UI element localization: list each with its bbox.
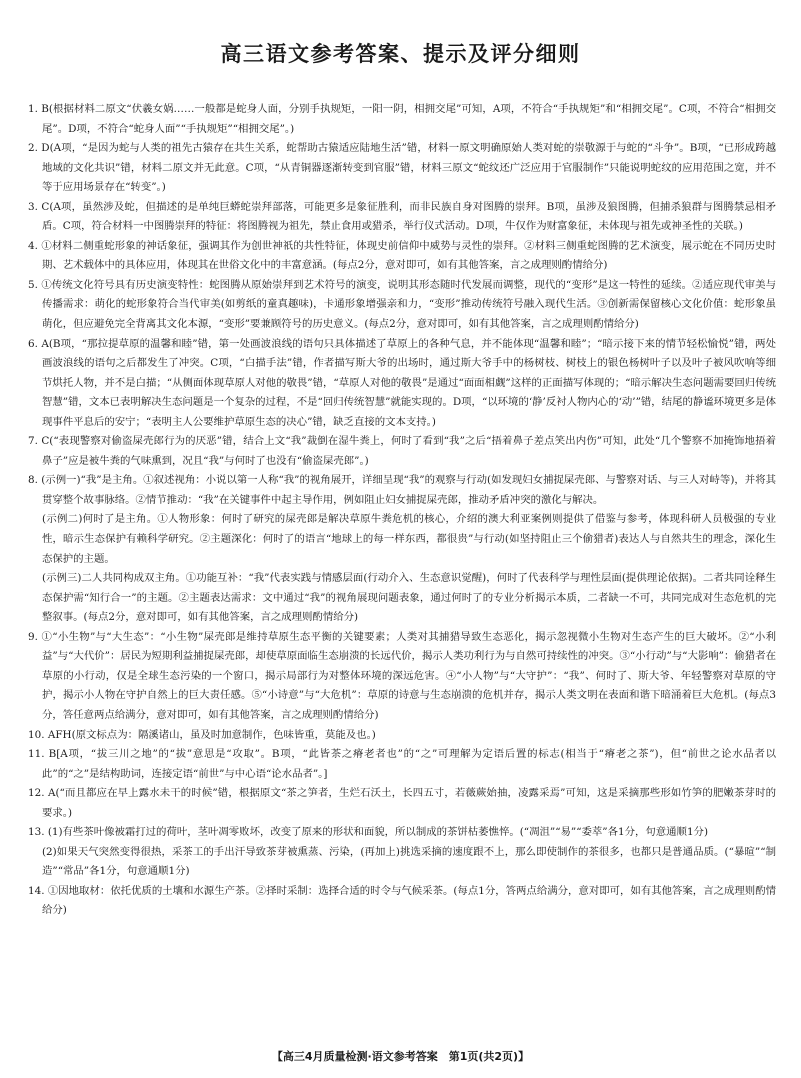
answer-item: 4. ①材料二侧重蛇形象的神话象征，强调其作为创世神祇的共性特征，体现史前信仰中威势与灵性的崇拜。②材料三侧重蛇图腾的艺术演变，展示蛇在不同历史时期、艺术载体中的具体应用，体现其在世俗文化中的丰富意涵。(每点2分，意对即可，如有其他答案，言之成理则酌情给分) (28, 239, 776, 272)
page-footer: 【高三4月质量检测·语文参考答案 第1页(共2页)】 (271, 1050, 530, 1063)
answer-item: 8. (示例一)“我”是主角。①叙述视角：小说以第一人称“我”的视角展开，详细呈现“我”的观察与行动(如发现妇女捕捉屎壳郎、与警察对话、与三人对峙等)，并将其贯穿整个故事脉络。②情节推动：“我”在关键事件中起主导作用，例如阻止妇女捕捉屎壳郎，推动矛盾冲突的激化与解决。 (28, 474, 776, 506)
answer-continuation: (示例二)何时了是主角。①人物形象：何时了研究的屎壳郎是解决草原牛粪危机的核心，介绍的澳大利亚案例则提供了借鉴与参考，体现科研人员极强的专业性，暗示生态保护有赖科学研究。②主题深化：何时了的语言“地球上的每一样东西，都很贵”与行动(如坚持阻止三个偷猎者)表达人与自然共生的理念，深化生态保护的主题。 (42, 513, 776, 565)
answer-item: 10. AFH(原文标点为：隔溪诸山，虽及时加意制作，色味皆重，莫能及也。) (28, 728, 376, 741)
page-title: 高三语文参考答案、提示及评分细则 (220, 42, 581, 66)
answer-item: 13. (1)有些茶叶像被霜打过的荷叶，茎叶凋零败坏，改变了原来的形状和面貌，所以制成的茶饼枯萎憔悴。(“凋沮”“易”“委萃”各1分，句意通顺1分) (28, 826, 709, 839)
answer-item: 14. ①因地取材：依托优质的土壤和水源生产茶。②择时采制：选择合适的时令与气候采茶。(每点1分，答两点给满分，意对即可，如有其他答案，言之成理则酌情给分) (28, 884, 776, 917)
answer-item: 3. C(A项，虽然涉及蛇，但描述的是单纯巨蟒蛇崇拜部落，可能更多是象征胜利，而非民族自身对图腾的崇拜。B项，虽涉及狼图腾，但捕杀狼群与图腾禁忌相矛盾。C项，符合材料一中图腾崇拜的特征：将图腾视为祖先，禁止食用或猎杀，举行仪式活动。D项，牛仅作为财富象征，未体现与祖先或神圣性的关联。) (28, 200, 776, 233)
answer-continuation: (2)如果天气突然变得很热，采茶工的手出汗导致茶芽被熏蒸、污染，(再加上)挑选采摘的速度跟不上，那么即使制作的茶很多，也都只是普通品质。(“暴暄”“制造”“常品”各1分，句意通顺1分) (42, 845, 776, 878)
answer-continuation: (示例三)二人共同构成双主角。①功能互补：“我”代表实践与情感层面(行动介入、生态意识觉醒)，何时了代表科学与理性层面(提供理论依据)。二者共同诠释生态保护需“知行合一”的主题。②主题表达需求：文中通过“我”的视角展现问题表象，通过何时了的专业分析揭示本质，二者缺一不可，共同完成对生态危机的完整叙事。(每点2分，意对即可，如有其他答案，言之成理则酌情给分) (42, 572, 776, 624)
answer-item: 7. C(“表现警察对偷盗屎壳郎行为的厌恶”错，结合上文“我”裁倒在湿牛粪上，何时了看到“我”之后“捂着鼻子差点笑出内伤”可知，此处“几个警察不加掩饰地捂着鼻子”应是被牛粪的气味熏到，况且“我”与何时了也没有“偷盗屎壳郎”。) (28, 435, 776, 467)
answer-item: 11. B[A项，“拔三川之地”的“拔”意思是“攻取”。B项，“此皆茶之瘠老者也”的“之”可理解为定语后置的标志(相当于“瘠老之茶”)，但“前世之论水品者以此”的“之”是结构助词，连接定语“前世”与中心语“论水品者”。] (28, 748, 776, 780)
answer-list (28, 100, 776, 921)
answer-item: 2. D(A项，“是因为蛇与人类的祖先古猿存在共生关系，蛇帮助古猿适应陆地生活”错，材料一原文明确原始人类对蛇的崇敬源于与蛇的“斗争”。B项，“已形成跨越地域的文化共识”错，材料二原文并无此意。C项，“从青铜器逐渐转变到官服”错，材料三原文“蛇纹还广泛应用于官服制作”只能说明蛇纹的应用范围之宽，并不等于应用场景存在“转变”。) (28, 142, 776, 194)
answer-item: 9. ①“小生物”与“大生态”：“小生物”屎壳郎是维持草原生态平衡的关键要素；人类对其捕猎导致生态恶化，揭示忽视微小生物对生态产生的巨大破坏。②“小利益”与“大代价”：居民为短期利益捕捉屎壳郎，却使草原面临生态崩溃的长远代价，揭示人类功利行为与自然可持续性的冲突。③“小行动”与“大影响”：偷猎者在草原的小行动，仅是全球生态污染的一个窗口，揭示局部行为对整体环境的深远危害。④“小人物”与“大守护”：“我”、何时了、斯大爷、年轻警察对草原的守护，揭示小人物在守护自然上的巨大责任感。⑤“小诗意”与“大危机”：草原的诗意与生态崩溃的危机并存，揭示人类文明在表面和谐下暗涌着巨大危机。(每点3分，答任意两点给满分，意对即可，如有其他答案，言之成理则酌情给分) (28, 630, 776, 721)
answer-item: 12. A(“而且都应在早上露水未干的时候”错，根据原文“茶之笋者，生烂石沃土，长四五寸，若薇蕨始抽，凌露采焉”可知，这是采摘那些形如竹笋的肥嫩茶芽时的要求。) (28, 787, 776, 819)
answer-item: 1. B(根据材料二原文“伏羲女娲……一般都是蛇身人面，分别手执规矩，一阳一阴，相拥交尾”可知，A项，不符合“手执规矩”和“相拥交尾”。C项，不符合“相拥交尾”。D项，不符合“蛇身人面”“手执规矩”“相拥交尾”。) (28, 103, 776, 135)
answer-item: 6. A(B项，“那拉提草原的温馨和睦”错，第一处画波浪线的语句只具体描述了草原上的各种气息，并不能体现“温馨和睦”；“暗示接下来的情节轻松愉悦”错，两处画波浪线的语句之后都发生了冲突。C项，“白描手法”错，作者描写斯大爷的出场时，通过斯大爷手中的杨树枝、树枝上的银色杨树叶子以及叶子被风吹响等细节烘托人物，并不是白描；“从侧面体现草原人对他的敬畏”错，“草原人对他的敬畏”是通过“面面相觑”这样的正面描写体现的；“暗示解决生态问题需要回归传统智慧”错，文本已表明解决生态问题是一个复杂的过程，不是“回归传统智慧”就能实现的。D项，“以环境的‘静’反衬人物内心的‘动’”错，结尾的静谧环境更多是体现事件平息后的安宁；“表明主人公要维护草原生态的决心”错，缺乏直接的文本支持。) (28, 337, 776, 428)
answer-item: 5. ①传统文化符号具有历史演变特性：蛇图腾从原始崇拜到艺术符号的演变，说明其形态随时代发展而调整，现代的“变形”是这一特性的延续。②适应现代审美与传播需求：萌化的蛇形象符合当代审美(如剪纸的童真趣味)，卡通形象增强亲和力，“变形”推动传统符号融入现代生活。③创新需保留核心文化价值：蛇形象虽萌化，但应避免完全背离其文化本源，“变形”要兼顾符号的历史意义。(每点2分，意对即可，如有其他答案，言之成理则酌情给分) (28, 278, 776, 331)
